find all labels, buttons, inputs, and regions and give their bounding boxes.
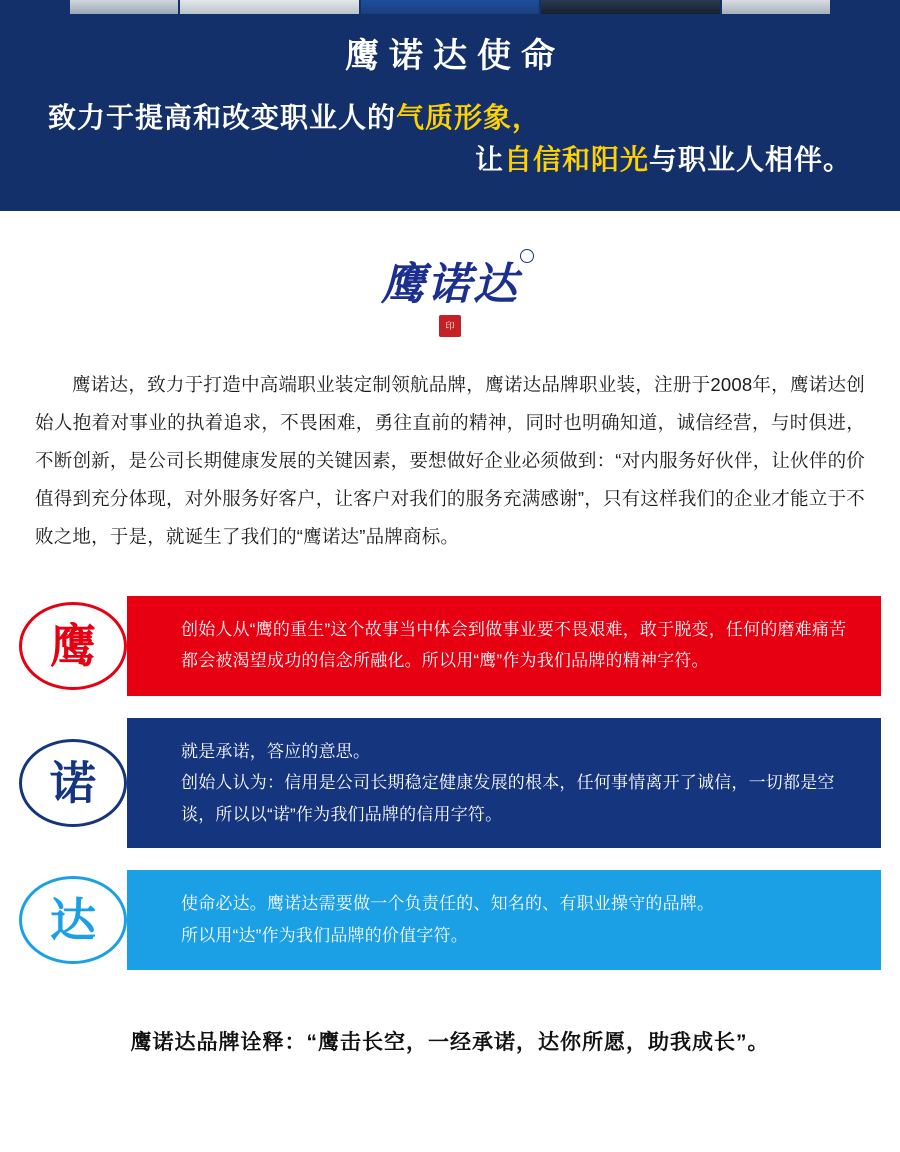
- brand-logo-area: [0, 211, 900, 362]
- character-block-ying: [19, 596, 881, 696]
- character-block-body: [127, 718, 881, 848]
- hero-subtitle-2-accent: 自信和阳光: [503, 144, 649, 176]
- bottom-spacer: [0, 1060, 900, 1140]
- brand-slogan: 鹰诺达品牌诠释：“鹰击长空，一经承诺，达你所愿，助我成长”。: [130, 1031, 770, 1055]
- character-text-line: 所以用“达”作为我们品牌的价值字符。: [181, 925, 468, 945]
- character-badge-da: [19, 876, 127, 964]
- photo-thumbnail: [0, 0, 178, 14]
- character-badge-ying: [19, 602, 127, 690]
- character-text-line: 创始人从“鹰的重生”这个故事当中体会到做事业要不畏艰难，敢于脱变，任何的磨难痛苦都会被渴望成功的信念所融化。所以用“鹰”作为我们品牌的精神字符。: [181, 620, 847, 671]
- hero-subtitle-1-accent: 气质形象，: [396, 102, 542, 134]
- character-glyph: 鹰: [50, 620, 96, 672]
- character-glyph: 诺: [50, 757, 96, 810]
- hero-subtitle-2-prefix: 让: [474, 144, 504, 176]
- character-text-line: 创始人认为：信用是公司长期稳定健康发展的根本，任何事情离开了诚信，一切都是空谈，所以以“诺”作为我们品牌的信用字符。: [181, 773, 835, 824]
- brand-logo: [360, 247, 540, 339]
- logo-seal-icon: 印: [439, 315, 461, 337]
- hero-subtitle-line-1: [40, 97, 860, 139]
- character-badge-nuo: [19, 739, 127, 827]
- character-block-body: [127, 596, 881, 696]
- logo-wordmark: 鹰诺达: [381, 259, 519, 311]
- character-text-line: 使命必达。鹰诺达需要做一个负责任的、知名的、有职业操守的品牌。: [181, 894, 715, 914]
- photo-thumbnail: [722, 0, 900, 14]
- hero-banner: [0, 14, 900, 211]
- intro-paragraph: 鹰诺达，致力于打造中高端职业装定制领航品牌，鹰诺达品牌职业装，注册于2008年，鹰诺达创始人抱着对事业的执着追求，不畏困难，勇往直前的精神，同时也明确知道，诚信经营，与时俱进，不断创新，是公司长期健康发展的关键因素，要想做好企业必须做到：“对内服务好伙伴，让伙伴的价值得到充分体现，对外服务好客户，让客户对我们的服务充满感谢”，只有这样我们的企业才能立于不败之地，于是，就诞生了我们的“鹰诺达”品牌商标。: [35, 374, 865, 548]
- photo-thumbnail: [541, 0, 719, 14]
- logo-circle-icon: [520, 249, 534, 263]
- hero-subtitle-1-text: 致力于提高和改变职业人的: [48, 102, 397, 134]
- character-glyph: 达: [50, 894, 96, 947]
- photo-thumbnail: [180, 0, 358, 14]
- photo-strip: [0, 0, 900, 14]
- character-block-nuo: [19, 718, 881, 848]
- character-block-da: [19, 870, 881, 970]
- hero-subtitle-2-suffix: 与职业人相伴。: [648, 144, 852, 176]
- hero-subtitle-line-2: [40, 139, 860, 181]
- brand-character-blocks: [19, 596, 881, 970]
- character-text-line: 就是承诺，答应的意思。: [181, 742, 371, 761]
- hero-title: 鹰诺达使命: [345, 37, 565, 75]
- photo-thumbnail: [361, 0, 539, 14]
- character-block-body: [127, 870, 881, 970]
